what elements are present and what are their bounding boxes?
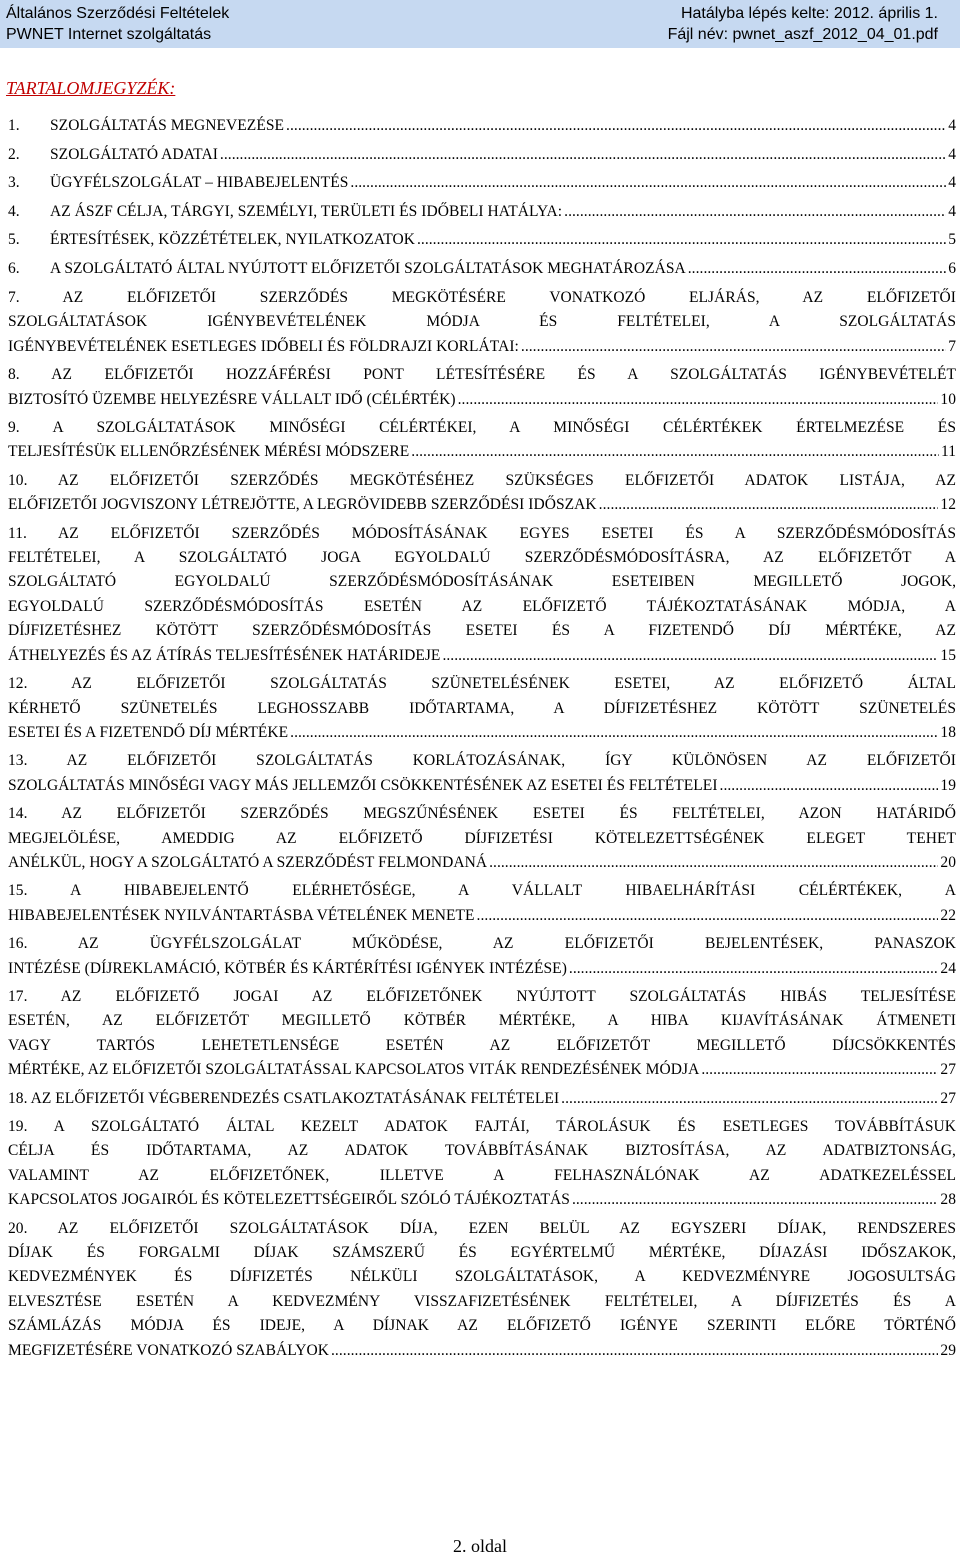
toc-entry-line [8,522,956,546]
toc-entry[interactable] [8,985,956,1083]
toc-page-number: 22 [940,906,956,924]
toc-entry-title-line: ELVESZTÉSE ESETÉN A KEDVEZMÉNY VISSZAFIZETÉSÉNEK FELTÉTELEI, A DÍJFIZETÉS ÉS A [8,1292,956,1310]
toc-entry-line [8,1217,956,1241]
header-service-name: PWNET Internet szolgáltatás [6,26,212,43]
toc-entry-line [8,879,956,903]
toc-page-number: 10 [940,390,956,408]
toc-dot-leader [569,957,938,981]
toc-entry-title-line: 20. AZ ELŐFIZETŐI SZOLGÁLTATÁSOK DÍJA, EZEN BELÜL AZ EGYSZERI DÍJAK, RENDSZERES [8,1219,956,1237]
toc-dot-leader [564,198,946,227]
toc-page-number: 20 [940,853,956,871]
toc-entry-title-line: HIBABEJELENTÉSEK NYILVÁNTARTÁSBA VÉTELÉNEK MENETE [8,906,475,924]
toc-entry-title-line: KÉRHETŐ SZÜNETELÉS LEGHOSSZABB IDŐTARTAMA, A DÍJFIZETÉSHEZ KÖTÖTT SZÜNETELÉS [8,699,956,717]
toc-entry-title-line: SZÁMLÁZÁS MÓDJA ÉS IDEJE, A DÍJNAK AZ ELŐFIZETŐ IGÉNYE SZERINTI ELŐRE TÖRTÉNŐ [8,1317,956,1335]
toc-entry-line [8,749,956,773]
toc-entry-last-line [8,1058,956,1082]
toc-entry-title: ÉRTESÍTÉSEK, KÖZZÉTÉTELEK, NYILATKOZATOK [50,231,415,248]
toc-page-number: 27 [940,1089,956,1107]
toc-entry-title-line: KAPCSOLATOS JOGAIRÓL ÉS KÖTELEZETTSÉGEIRŐL SZÓLÓ TÁJÉKOZTATÁS [8,1191,570,1209]
toc-entry-line [8,672,956,696]
toc-entry-title-line: 7. AZ ELŐFIZETŐI SZERZŐDÉS MEGKÖTÉSÉRE VONATKOZÓ ELJÁRÁS, AZ ELŐFIZETŐI [8,289,956,306]
header-document-title: Általános Szerződési Feltételek [6,5,230,22]
toc-entry-title: SZOLGÁLTATÓ ADATAI [50,145,218,163]
toc-entry-title-line: 17. AZ ELŐFIZETŐ JOGAI AZ ELŐFIZETŐNEK NYÚJTOTT SZOLGÁLTATÁS HIBÁS TELJESÍTÉSE [8,987,956,1005]
toc-entry-line [8,416,956,440]
toc-entry-number: 5. [8,231,20,248]
toc-entry-last-line [8,493,956,517]
toc-entry-title-line: INTÉZÉSE (DÍJREKLAMÁCIÓ, KÖTBÉR ÉS KÁRTÉRÍTÉSI IGÉNYEK INTÉZÉSE) [8,959,567,977]
toc-entry-line [8,827,956,851]
toc-page-number: 4 [948,145,956,163]
toc-dot-leader [521,335,946,359]
toc-entry[interactable] [8,255,956,284]
toc-dot-leader [688,255,946,284]
toc-entry-number: 1. [8,117,20,134]
toc-page-number: 18 [940,723,956,741]
toc-entry-last-line [8,1188,956,1212]
toc-entry-title-line: ESETEI ÉS A FIZETENDŐ DÍJ MÉRTÉKE [8,723,289,741]
toc-entry-title-line: 11. AZ ELŐFIZETŐI SZERZŐDÉS MÓDOSÍTÁSÁNAK EGYES ESETEI ÉS A SZERZŐDÉSMÓDOSÍTÁS [8,524,956,542]
toc-entry-title-line: 19. A SZOLGÁLTATÓ ÁLTAL KEZELT ADATOK FAJTÁI, TÁROLÁSUK ÉS ESETLEGES TOVÁBBÍTÁSUK [8,1118,956,1135]
toc-entry-title-line: MEGJELÖLÉSE, AMEDDIG AZ ELŐFIZETŐ DÍJFIZETÉSI KÖTELEZETTSÉGÉNEK ELEGET TEHET [8,829,956,847]
toc-entry-line [8,1164,956,1188]
header-file-name: Fájl név: pwnet_aszf_2012_04_01.pdf [667,26,938,43]
toc-dot-leader [331,1339,938,1363]
toc-entry[interactable] [8,363,956,412]
toc-entry-title-line: 10. AZ ELŐFIZETŐI SZERZŐDÉS MEGKÖTÉSÉHEZ SZÜKSÉGES ELŐFIZETŐI ADATOK LISTÁJA, AZ [8,471,956,489]
toc-dot-leader [477,904,939,928]
toc-entry-line [8,546,956,570]
toc-entry-line [8,985,956,1009]
toc-entry-title-line: MÉRTÉKE, AZ ELŐFIZETŐI SZOLGÁLTATÁSSAL KAPCSOLATOS VITÁK RENDEZÉSÉNEK MÓDJA [8,1061,700,1079]
toc-page-number: 27 [940,1061,956,1079]
toc-entry-title: ÜGYFÉLSZOLGÁLAT – HIBABEJELENTÉS [50,174,349,191]
toc-dot-leader [220,141,946,170]
toc-entry-line [8,1009,956,1033]
toc-entry-title: SZOLGÁLTATÁS MEGNEVEZÉSE [50,117,285,134]
toc-entry-title-line: 18. AZ ELŐFIZETŐI VÉGBERENDEZÉS CSATLAKOZTATÁSÁNAK FELTÉTELEI [8,1089,560,1107]
toc-entry-title-line: 8. AZ ELŐFIZETŐI HOZZÁFÉRÉSI PONT LÉTESÍTÉSÉRE ÉS A SZOLGÁLTATÁS IGÉNYBEVÉTELÉT [8,366,956,384]
toc-entry-line [8,697,956,721]
toc-entry-line [8,932,956,956]
toc-entry[interactable] [8,112,956,141]
toc-entry-line [8,570,956,594]
toc-entry[interactable] [8,749,956,798]
toc-entry-last-line [8,1339,956,1363]
toc-entry[interactable] [8,1087,956,1111]
toc-entry[interactable] [8,198,956,227]
toc-dot-leader [561,1087,938,1111]
toc-entry-last-line [8,388,956,412]
toc-entry-line [8,286,956,310]
toc-entry-title-line: FELTÉTELEI, A SZOLGÁLTATÓ JOGA EGYOLDALÚ SZERZŐDÉSMÓDOSÍTÁSRA, AZ ELŐFIZETŐT A [8,549,956,567]
toc-entry-title-line: SZOLGÁLTATÁS MINŐSÉGI VAGY MÁS JELLEMZŐI CSÖKKENTÉSÉNEK AZ ESETEI ÉS FELTÉTELEI [8,776,718,794]
toc-dot-leader [290,721,938,745]
toc-entry-title-line: ESETÉN, AZ ELŐFIZETŐT MEGILLETŐ KÖTBÉR MÉRTÉKE, A HIBA KIJAVÍTÁSÁNAK ÁTMENETI [8,1012,956,1030]
toc-entry-title-line: 15. A HIBABEJELENTŐ ELÉRHETŐSÉGE, A VÁLLALT HIBAELHÁRÍTÁSI CÉLÉRTÉKEK, A [8,882,956,900]
toc-entry-title-line: CÉLJA ÉS IDŐTARTAMA, AZ ADATOK TOVÁBBÍTÁSÁNAK BIZTOSÍTÁSA, AZ ADATBIZTONSÁG, [8,1142,956,1160]
toc-entry-title-line: 9. A SZOLGÁLTATÁSOK MINŐSÉGI CÉLÉRTÉKEI, A MINŐSÉGI CÉLÉRTÉKEK ÉRTELMEZÉSE ÉS [8,419,956,437]
toc-page-number: 7 [948,337,956,355]
toc-entry-line [8,1314,956,1338]
toc-page-number: 6 [948,259,956,277]
toc-dot-leader [720,774,939,798]
toc-entry-number: 4. [8,202,20,220]
document-header [0,0,960,48]
toc-entry[interactable] [8,469,956,518]
toc-entry-title-line: BIZTOSÍTÓ ÜZEMBE HELYEZÉSRE VÁLLALT IDŐ (CÉLÉRTÉK) [8,390,456,408]
toc-page-number: 15 [940,646,956,664]
toc-entry-last-line [8,440,956,464]
toc-entry-title-line: EGYOLDALÚ SZERZŐDÉSMÓDOSÍTÁS ESETÉN AZ ELŐFIZETŐ TÁJÉKOZTATÁSÁNAK MÓDJA, A [8,597,956,615]
toc-entry-line [8,619,956,643]
toc-entry-title-line: VALAMINT AZ ELŐFIZETŐNEK, ILLETVE A FELHASZNÁLÓNAK AZ ADATKEZELÉSSEL [8,1166,956,1184]
toc-entry-number: 6. [8,259,20,277]
table-of-contents [8,112,956,1367]
toc-entry[interactable] [8,1115,956,1213]
toc-entry-last-line [8,644,956,668]
toc-dot-leader [417,226,946,255]
toc-entry-number: 2. [8,145,20,163]
toc-entry-title-line: DÍJFIZETÉSHEZ KÖTÖTT SZERZŐDÉSMÓDOSÍTÁS ESETEI ÉS A FIZETENDŐ DÍJ MÉRTÉKE, AZ [8,622,956,640]
toc-entry-line [8,469,956,493]
toc-entry-last-line [8,904,956,928]
toc-entry-last-line [8,1087,956,1111]
toc-entry-line [8,310,956,334]
toc-dot-leader [286,112,946,141]
toc-entry-number: 3. [8,174,20,191]
toc-page-number: 4 [948,202,956,220]
toc-entry-last-line [8,774,956,798]
toc-entry-line [8,802,956,826]
toc-entry-title-line: KEDVEZMÉNYEK ÉS DÍJFIZETÉS NÉLKÜLI SZOLGÁLTATÁSOK, A KEDVEZMÉNYRE JOGOSULTSÁG [8,1268,956,1286]
toc-entry-title-line: DÍJAK ÉS FORGALMI DÍJAK SZÁMSZERŰ ÉS EGYÉRTELMŰ MÉRTÉKE, DÍJAZÁSI IDŐSZAKOK, [8,1244,956,1262]
toc-entry[interactable] [8,141,956,170]
toc-page-number: 29 [940,1341,956,1359]
toc-entry-line [8,1115,956,1139]
toc-entry-line [8,1290,956,1314]
toc-entry-line [8,1139,956,1163]
toc-entry-line [8,363,956,387]
toc-page-number: 11 [940,443,956,461]
toc-dot-leader [489,851,938,875]
toc-entry[interactable] [8,169,956,198]
toc-dot-leader [572,1188,938,1212]
toc-entry-last-line [8,721,956,745]
toc-entry-last-line [8,957,956,981]
toc-entry-title-line: IGÉNYBEVÉTELÉNEK ESETLEGES IDŐBELI ÉS FÖLDRAJZI KORLÁTAI: [8,337,519,355]
toc-page-number: 4 [948,174,956,191]
toc-entry[interactable] [8,1217,956,1363]
header-effective-date: Hatályba lépés kelte: 2012. április 1. [680,5,938,22]
toc-entry[interactable] [8,226,956,255]
toc-entry[interactable] [8,416,956,465]
toc-page-number: 12 [940,496,956,514]
toc-page-number: 19 [940,776,956,794]
toc-entry-title-line: 14. AZ ELŐFIZETŐI SZERZŐDÉS MEGSZŰNÉSÉNEK ESETEI ÉS FELTÉTELEI, AZON HATÁRIDŐ [8,805,956,823]
toc-entry[interactable] [8,932,956,981]
toc-entry[interactable] [8,672,956,745]
toc-entry-title-line: ANÉLKÜL, HOGY A SZOLGÁLTATÓ A SZERZŐDÉST FELMONDANÁ [8,853,488,871]
toc-entry-title-line: ÁTHELYEZÉS ÉS AZ ÁTÍRÁS TELJESÍTÉSÉNEK HATÁRIDEJE [8,646,441,664]
toc-entry-title-line: TELJESÍTÉSÜK ELLENŐRZÉSÉNEK MÉRÉSI MÓDSZERE [8,443,410,461]
toc-entry[interactable] [8,802,956,875]
toc-entry-line [8,595,956,619]
toc-entry-title-line: ELŐFIZETŐI JOGVISZONY LÉTREJÖTTE, A LEGRÖVIDEBB SZERZŐDÉSI IDŐSZAK [8,496,597,514]
toc-dot-leader [442,644,938,668]
toc-entry-title-line: VAGY TARTÓS LEHETETLENSÉGE ESETÉN AZ ELŐFIZETŐT MEGILLETŐ DÍJCSÖKKENTÉS [8,1036,956,1054]
toc-page-number: 28 [940,1191,956,1209]
toc-entry-title-line: SZOLGÁLTATÁSOK IGÉNYBEVÉTELÉNEK MÓDJA ÉS FELTÉTELEI, A SZOLGÁLTATÁS [8,313,956,331]
toc-entry-title-line: 12. AZ ELŐFIZETŐI SZOLGÁLTATÁS SZÜNETELÉSÉNEK ESETEI, AZ ELŐFIZETŐ ÁLTAL [8,675,956,693]
toc-entry-line [8,1241,956,1265]
toc-entry-title-line: 16. AZ ÜGYFÉLSZOLGÁLAT MŰKÖDÉSE, AZ ELŐFIZETŐI BEJELENTÉSEK, PANASZOK [8,935,956,953]
toc-page-number: 5 [948,231,956,248]
page-number: 2. oldal [453,1536,507,1556]
toc-entry-title-line: 13. AZ ELŐFIZETŐI SZOLGÁLTATÁS KORLÁTOZÁSÁNAK, ÍGY KÜLÖNÖSEN AZ ELŐFIZETŐI [8,752,956,770]
toc-dot-leader [411,440,939,464]
toc-title: TARTALOMJEGYZÉK: [6,78,176,98]
toc-page-number: 24 [940,959,956,977]
toc-entry-title: AZ ÁSZF CÉLJA, TÁRGYI, SZEMÉLYI, TERÜLETI ÉS IDŐBELI HATÁLYA: [50,202,563,220]
toc-entry[interactable] [8,522,956,668]
toc-dot-leader [701,1058,938,1082]
toc-entry-last-line [8,851,956,875]
toc-entry-title-line: SZOLGÁLTATÓ EGYOLDALÚ SZERZŐDÉSMÓDOSÍTÁSÁNAK ESETEIBEN MEGILLETŐ JOGOK, [8,573,956,591]
toc-entry-line [8,1034,956,1058]
toc-entry-line [8,1265,956,1289]
toc-entry[interactable] [8,879,956,928]
toc-entry-last-line [8,335,956,359]
toc-dot-leader [458,388,939,412]
toc-entry-title: A SZOLGÁLTATÓ ÁLTAL NYÚJTOTT ELŐFIZETŐI SZOLGÁLTATÁSOK MEGHATÁROZÁSA [50,259,686,277]
toc-page-number: 4 [948,117,956,134]
toc-entry-title-line: MEGFIZETÉSÉRE VONATKOZÓ SZABÁLYOK [8,1341,329,1359]
toc-dot-leader [599,493,939,517]
toc-dot-leader [350,169,946,198]
toc-entry[interactable] [8,286,956,359]
